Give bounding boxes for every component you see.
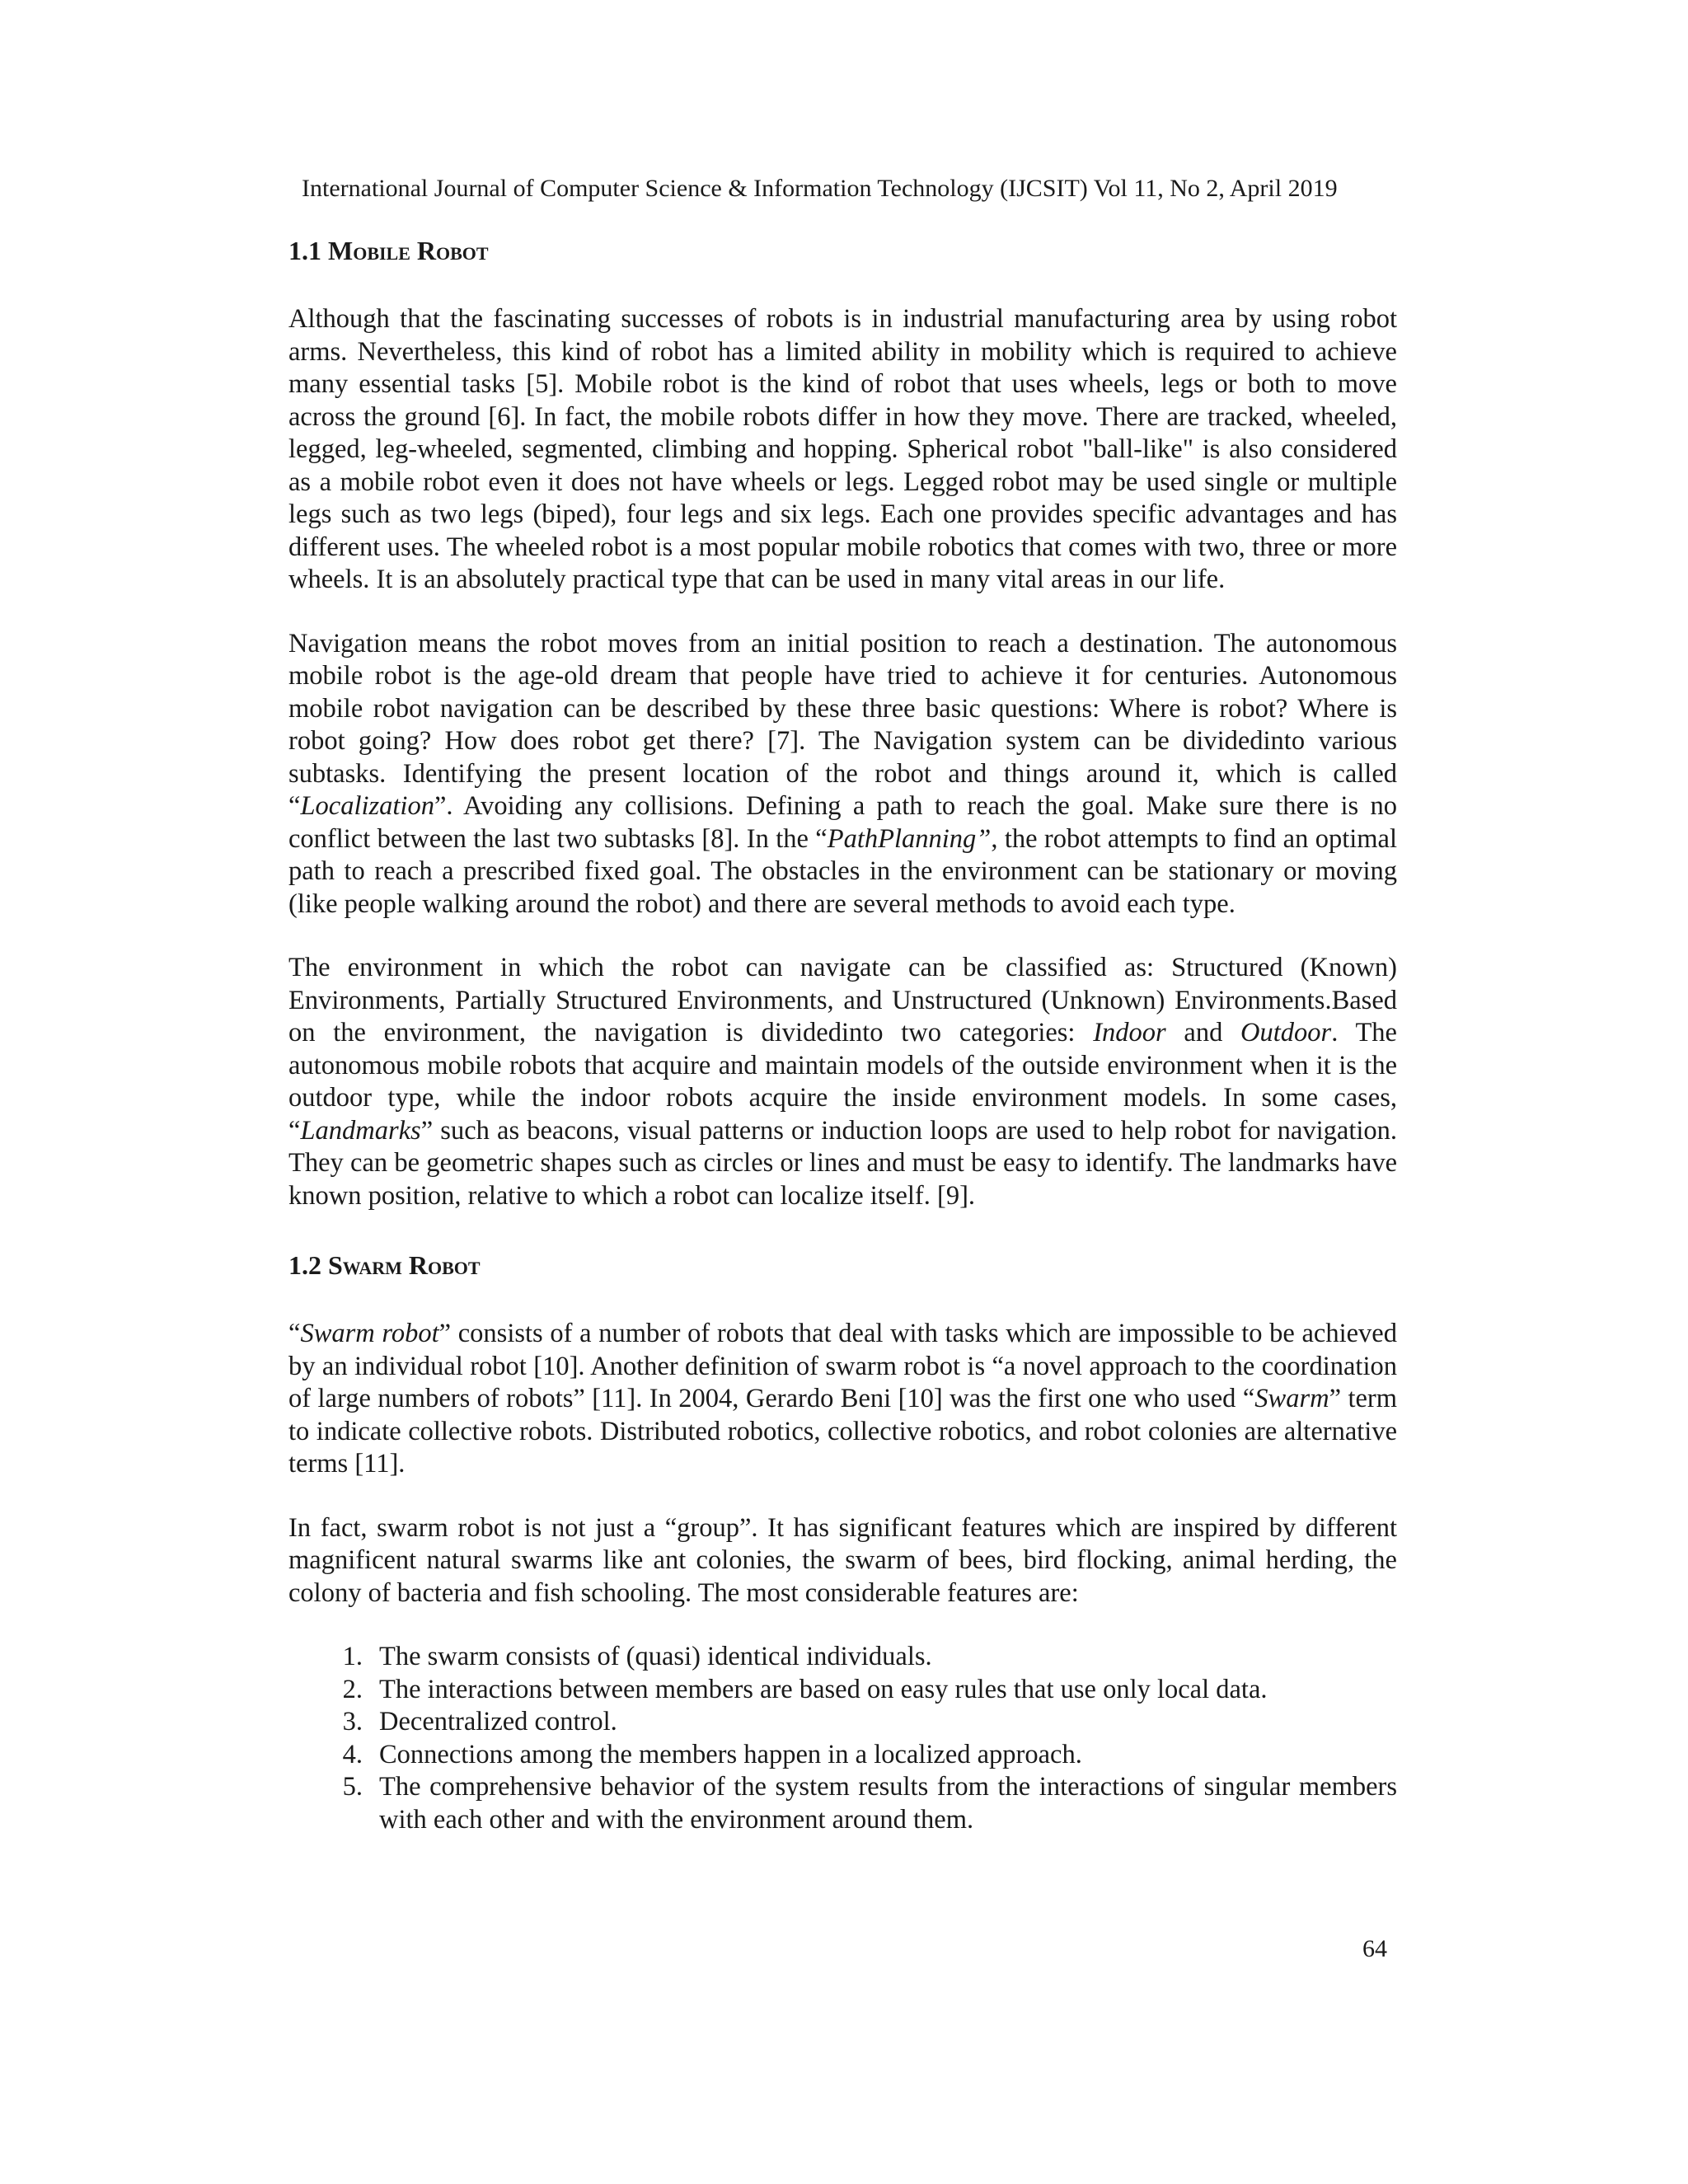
list-item: 5. The comprehensive behavior of the system results from the interactions of singular members with each other and with the environment around them.: [342, 1772, 1397, 1835]
term-outdoor: Outdoor: [1240, 1018, 1332, 1047]
list-item: 4. Connections among the members happen in a localized approach.: [342, 1739, 1082, 1769]
term-indoor: Indoor: [1093, 1018, 1166, 1047]
section-heading-swarm-robot: 1.2 Swarm Robot: [288, 1250, 481, 1280]
term-pathplanning: PathPlanning”: [827, 823, 992, 854]
section-heading-mobile-robot: 1.1 Mobile Robot: [288, 236, 489, 265]
term-swarm: Swarm: [1254, 1384, 1329, 1413]
term-swarm-robot: Swarm robot: [300, 1319, 439, 1348]
paragraph-swarm-features: In fact, swarm robot is not just a “group”. It has significant features which are inspired by different magnificent natural swarms like ant colonies, the swarm of bees, bird flocking, animal herding, the colony of bacteria and fish schooling. The most considerable features are:: [288, 1512, 1397, 1608]
paragraph-navigation: Navigation means the robot moves from an initial position to reach a destination. The autonomous mobile robot is the age-old dream that people have tried to achieve it for centuries. Autonomous mobile robot navigation can be described by these three basic questions: Where is robot? Where is robot going? How does robot get there? [7]. The Navigation system can be dividedinto various subtasks. Identifying the present location of the robot and things around it, which is called “Localization”. Avoiding any collisions. Defining a path to reach the goal. Make sure there is no conflict between the last two subtasks [8]. In the “PathPlanning”, the robot attempts to find an optimal path to reach a prescribed fixed goal. The obstacles in the environment can be stationary or moving (like people walking around the robot) and there are several methods to avoid each type.: [288, 628, 1397, 919]
list-item: 3. Decentralized control.: [342, 1707, 617, 1736]
paragraph-mobile-robot-intro: Although that the fascinating successes of robots is in industrial manufacturing area by using robot arms. Nevertheless, this kind of robot has a limited ability in mobility which is required to achieve many essential tasks [5]. Mobile robot is the kind of robot that uses wheels, legs or both to move across the ground [6]. In fact, the mobile robots differ in how they move. There are tracked, wheeled, legged, leg-wheeled, segmented, climbing and hopping. Spherical robot "ball-like" is also considered as a mobile robot even it does not have wheels or legs. Legged robot may be used single or multiple legs such as two legs (biped), four legs and six legs. Each one provides specific advantages and has different uses. The wheeled robot is a most popular mobile robotics that comes with two, three or more wheels. It is an absolutely practical type that can be used in many vital areas in our life.: [288, 304, 1397, 594]
paragraph-swarm-definition: “Swarm robot” consists of a number of robots that deal with tasks which are impossible to be achieved by an individual robot [10]. Another definition of swarm robot is “a novel approach to the coordination of large numbers of robots” [11]. In 2004, Gerardo Beni [10] was the first one who used “Swarm” term to indicate collective robots. Distributed robotics, collective robotics, and robot colonies are alternative terms [11].: [288, 1319, 1397, 1479]
list-item: 1. The swarm consists of (quasi) identical individuals.: [342, 1642, 932, 1671]
paragraph-environment: The environment in which the robot can navigate can be classified as: Structured (Known) Environments, Partially Structured Environments, and Unstructured (Unknown) Environments.Based on the environment, the navigation is dividedinto two categories: Indoor and Outdoor. The autonomous mobile robots that acquire and maintain models of the outside environment when it is the outdoor type, while the indoor robots acquire the inside environment models. In some cases, “Landmarks” such as beacons, visual patterns or induction loops are used to help robot for navigation. They can be geometric shapes such as circles or lines and must be easy to identify. The landmarks have known position, relative to which a robot can localize itself. [9].: [288, 953, 1397, 1211]
running-header: International Journal of Computer Science & Information Technology (IJCSIT) Vol 11, No 2, April 2019: [302, 175, 1338, 202]
list-item: 2. The interactions between members are based on easy rules that use only local data.: [342, 1674, 1268, 1704]
page-body: [288, 231, 1397, 1836]
term-localization: Localization: [300, 791, 434, 821]
page-number: 64: [1362, 1935, 1387, 1962]
term-landmarks: Landmarks: [300, 1115, 421, 1146]
features-list: [288, 1641, 1397, 1836]
